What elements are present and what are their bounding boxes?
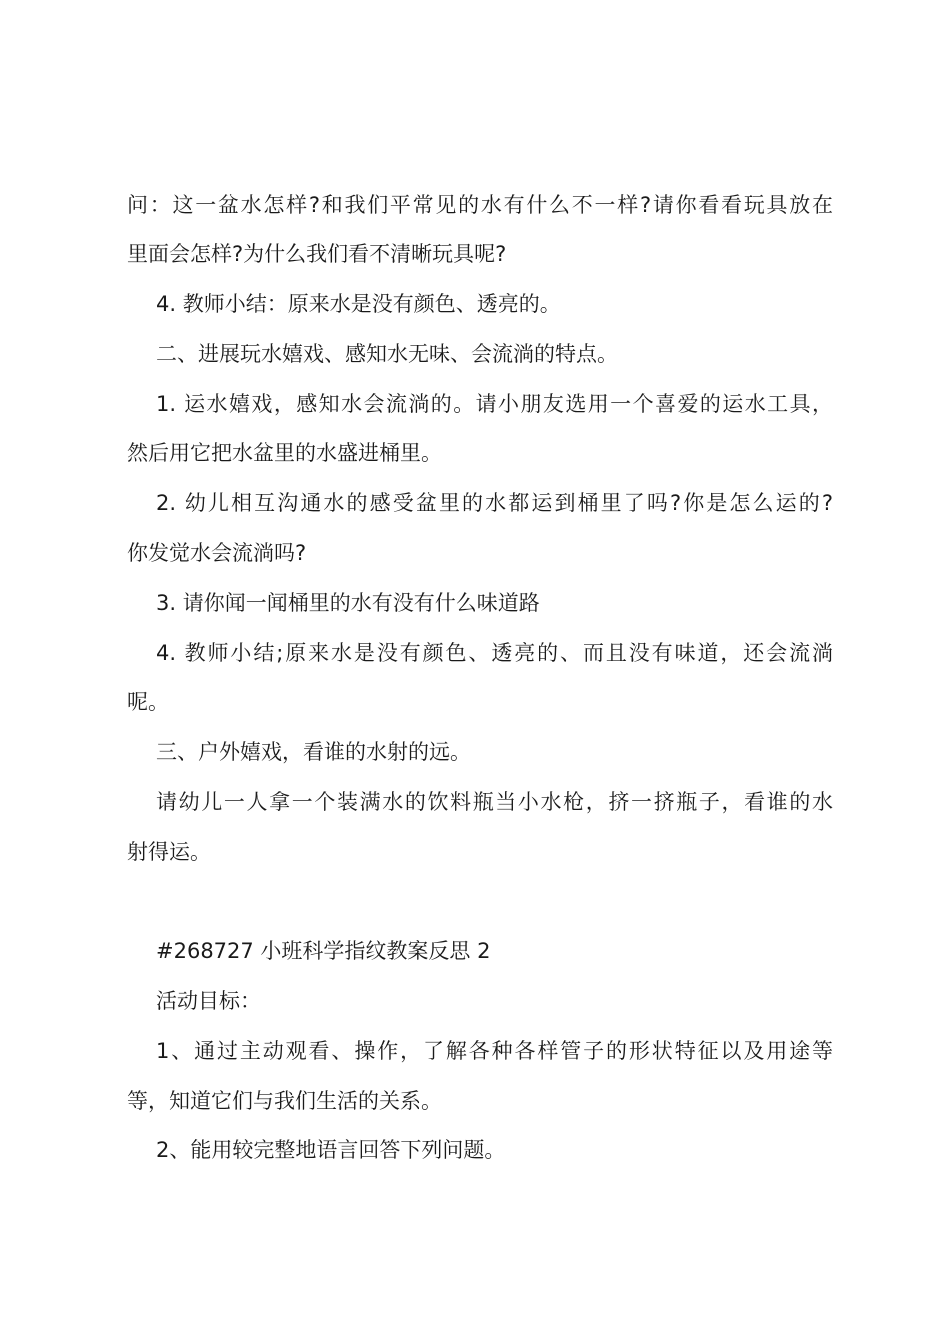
- paragraph-line: 里面会怎样?为什么我们看不清晰玩具呢?: [127, 242, 507, 266]
- paragraph-line: 呢。: [127, 690, 169, 714]
- paragraph-line: 4. 教师小结：原来水是没有颜色、透亮的。: [156, 292, 561, 316]
- paragraph-line: 问：这一盆水怎样?和我们平常见的水有什么不一样?请你看看玩具放在: [127, 193, 833, 217]
- section-heading: 二、进展玩水嬉戏、感知水无味、会流淌的特点。: [156, 342, 618, 366]
- paragraph-line: 4. 教师小结;原来水是没有颜色、透亮的、而且没有味道，还会流淌: [156, 641, 833, 665]
- paragraph-line: 1、通过主动观看、操作，了解各种各样管子的形状特征以及用途等: [156, 1039, 833, 1063]
- paragraph-line: 2、能用较完整地语言回答下列问题。: [156, 1138, 506, 1162]
- paragraph-line: 等，知道它们与我们生活的关系。: [127, 1089, 442, 1113]
- section-heading: 活动目标：: [156, 989, 261, 1013]
- paragraph-line: 3. 请你闻一闻桶里的水有没有什么味道路: [156, 591, 540, 615]
- paragraph-line: 然后用它把水盆里的水盛进桶里。: [127, 441, 442, 465]
- paragraph-line: 1. 运水嬉戏，感知水会流淌的。请小朋友选用一个喜爱的运水工具，: [156, 392, 833, 416]
- paragraph-line: 你发觉水会流淌吗?: [127, 541, 307, 565]
- paragraph-line: 射得运。: [127, 840, 211, 864]
- paragraph-line: 2. 幼儿相互沟通水的感受盆里的水都运到桶里了吗?你是怎么运的?: [156, 491, 833, 515]
- paragraph-line: 请幼儿一人拿一个装满水的饮料瓶当小水枪，挤一挤瓶子，看谁的水: [156, 790, 833, 814]
- document-title: #268727 小班科学指纹教案反思 2: [156, 939, 491, 963]
- section-heading: 三、户外嬉戏，看谁的水射的远。: [156, 740, 471, 764]
